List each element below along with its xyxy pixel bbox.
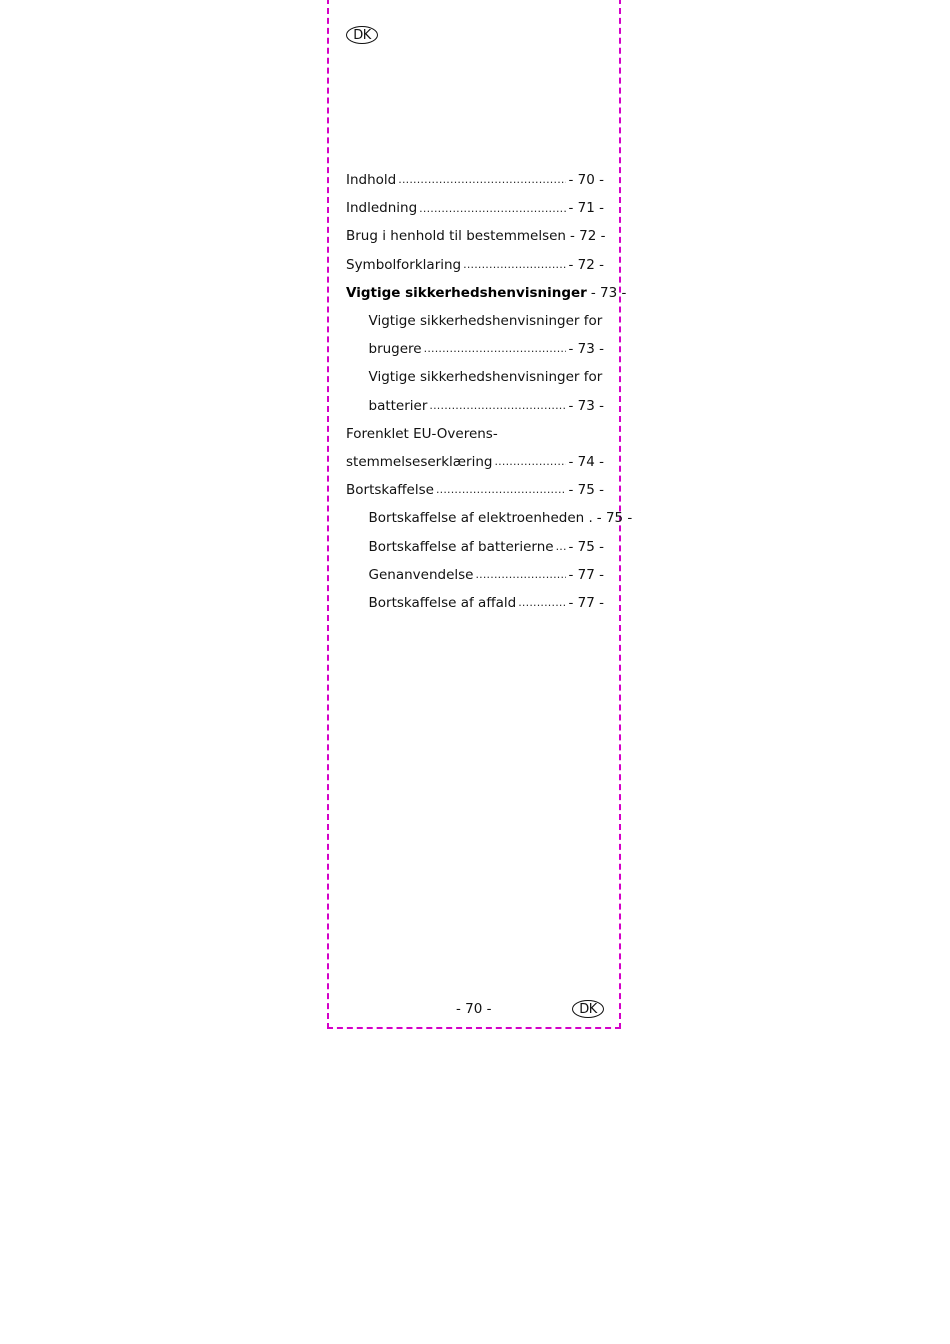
- toc-entry-bortskaffelse[interactable]: [346, 476, 604, 504]
- toc-entry-title: Vigtige sikkerhedshenvisninger: [346, 284, 587, 301]
- toc-entry-title: Vigtige sikkerhedshenvisninger for: [368, 369, 603, 386]
- toc-entry-page: - 71 -: [568, 200, 604, 217]
- toc-entry-title: Forenklet EU-Overens-: [346, 425, 498, 442]
- toc-entry-bortskaffelse-batterierne[interactable]: [346, 532, 604, 560]
- toc-leader-dots: [419, 202, 566, 216]
- toc-leader-dots: [475, 568, 566, 582]
- toc-entry-title: Symbolforklaring: [346, 256, 462, 273]
- toc-entry-title: brugere: [368, 341, 422, 358]
- toc-entry-page: - 74 -: [568, 453, 604, 470]
- toc-entry-sikkerhed-batterier-line1[interactable]: [346, 363, 604, 391]
- toc-entry-page: - 75 -: [568, 482, 604, 499]
- toc-entry-indledning[interactable]: [346, 194, 604, 222]
- toc-entry-page: - 75 -: [596, 510, 633, 527]
- toc-entry-eu-erklaering[interactable]: [346, 448, 604, 476]
- toc-entry-title: Bortskaffelse af elektroenheden .: [368, 510, 593, 527]
- toc-entry-title: Bortskaffelse: [346, 482, 434, 499]
- language-badge-bottom: DK: [572, 1000, 604, 1018]
- toc-leader-dots: [424, 342, 567, 356]
- toc-entry-title: Brug i henhold til bestemmelsen: [346, 228, 566, 245]
- table-of-contents: [346, 166, 633, 617]
- toc-entry-bortskaffelse-elektroenheden[interactable]: [346, 504, 633, 532]
- toc-entry-title: Bortskaffelse af batterierne: [368, 538, 554, 555]
- toc-entry-symbolforklaring[interactable]: [346, 251, 604, 279]
- toc-entry-title: Genanvendelse: [368, 566, 474, 583]
- language-badge-top: DK: [346, 26, 378, 44]
- toc-leader-dots: [463, 258, 566, 272]
- toc-entry-page: - 72 -: [569, 228, 606, 245]
- toc-entry-page: - 73 -: [568, 341, 604, 358]
- toc-leader-dots: [556, 540, 567, 554]
- toc-entry-page: - 72 -: [568, 256, 604, 273]
- toc-entry-sikkerhed-brugere[interactable]: [346, 335, 604, 363]
- toc-entry-sikkerhed[interactable]: [346, 279, 627, 307]
- toc-entry-page: - 73 -: [590, 284, 627, 301]
- toc-entry-eu-erklaering-line1[interactable]: [346, 420, 604, 448]
- toc-entry-genanvendelse[interactable]: [346, 561, 604, 589]
- toc-entry-title: Bortskaffelse af affald: [368, 594, 517, 611]
- toc-entry-page: - 77 -: [568, 594, 604, 611]
- toc-entry-indhold[interactable]: [346, 166, 604, 194]
- toc-entry-page: - 77 -: [568, 566, 604, 583]
- toc-entry-page: - 70 -: [568, 172, 604, 189]
- toc-entry-title: stemmelseserklæring: [346, 453, 493, 470]
- toc-entry-title: batterier: [368, 397, 428, 414]
- toc-entry-sikkerhed-brugere-line1[interactable]: [346, 307, 604, 335]
- footer-page-number: - 70 -: [456, 1001, 492, 1017]
- toc-leader-dots: [436, 483, 567, 497]
- toc-leader-dots: [494, 455, 566, 469]
- toc-entry-bortskaffelse-affald[interactable]: [346, 589, 604, 617]
- toc-leader-dots: [429, 399, 566, 413]
- toc-entry-page: - 73 -: [568, 397, 604, 414]
- toc-leader-dots: [398, 173, 566, 187]
- toc-entry-page: - 75 -: [568, 538, 604, 555]
- toc-entry-title: Indledning: [346, 200, 418, 217]
- toc-entry-title: Indhold: [346, 172, 397, 189]
- toc-entry-sikkerhed-batterier[interactable]: [346, 392, 604, 420]
- toc-leader-dots: [518, 596, 566, 610]
- toc-entry-title: Vigtige sikkerhedshenvisninger for: [368, 313, 603, 330]
- toc-entry-brug[interactable]: [346, 222, 604, 250]
